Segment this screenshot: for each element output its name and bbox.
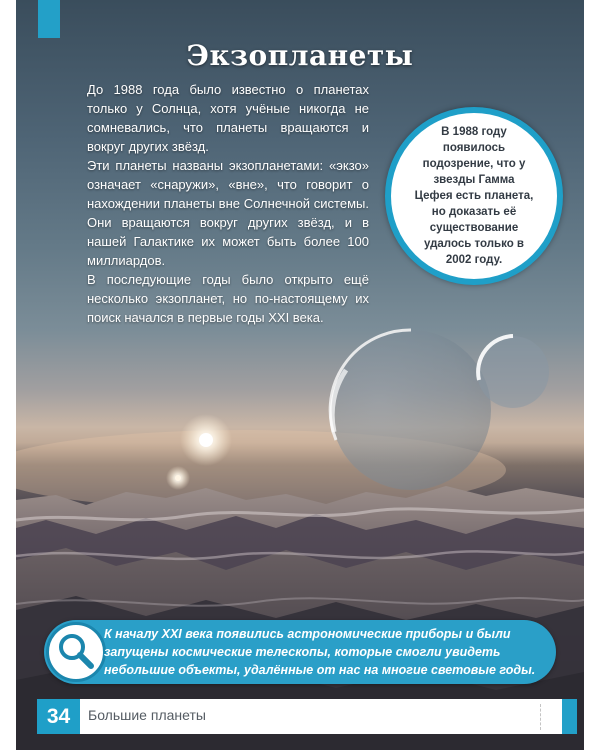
paragraph-2: Эти планеты названы экзопланетами: «экзо» означает «снаружи», «вне», что говорит о нахождении планеты вне Солнечной системы. Они вращаются вокруг других звёзд, и в нашей Галактике их может быть более 100 миллиардов. (87, 158, 369, 268)
page-title: Экзопланеты (186, 38, 414, 72)
info-banner-text: К началу XXI века появились астрономические приборы и были запущены космические телескопы, которые смогли увидеть небольшие объекты, удалённые от нас на многие световые годы. (104, 627, 536, 677)
section-name: Большие планеты (88, 707, 206, 723)
corner-tab (38, 0, 60, 38)
page-number: 34 (37, 699, 80, 734)
paragraph-3: В последующие годы было открыто ещё несколько экзопланет, но по-настоящему их поиск начался в первые годы XXI века. (87, 272, 369, 325)
fact-callout-text: В 1988 году появилось подозрение, что у звезды Гамма Цефея есть планета, но доказать её существование удалось только в 2002 году. (414, 126, 534, 266)
footer-divider (540, 704, 541, 730)
paragraph-1: До 1988 года было известно о планетах только у Солнца, хотя учёные никогда не сомневались, что планеты вращаются и вокруг других звёзд. (87, 82, 369, 154)
info-banner (44, 620, 556, 684)
magnifier-icon (46, 622, 106, 682)
article-body (87, 80, 369, 327)
fact-callout (385, 107, 563, 285)
page-footer (37, 699, 577, 734)
footer-tab (562, 699, 577, 734)
